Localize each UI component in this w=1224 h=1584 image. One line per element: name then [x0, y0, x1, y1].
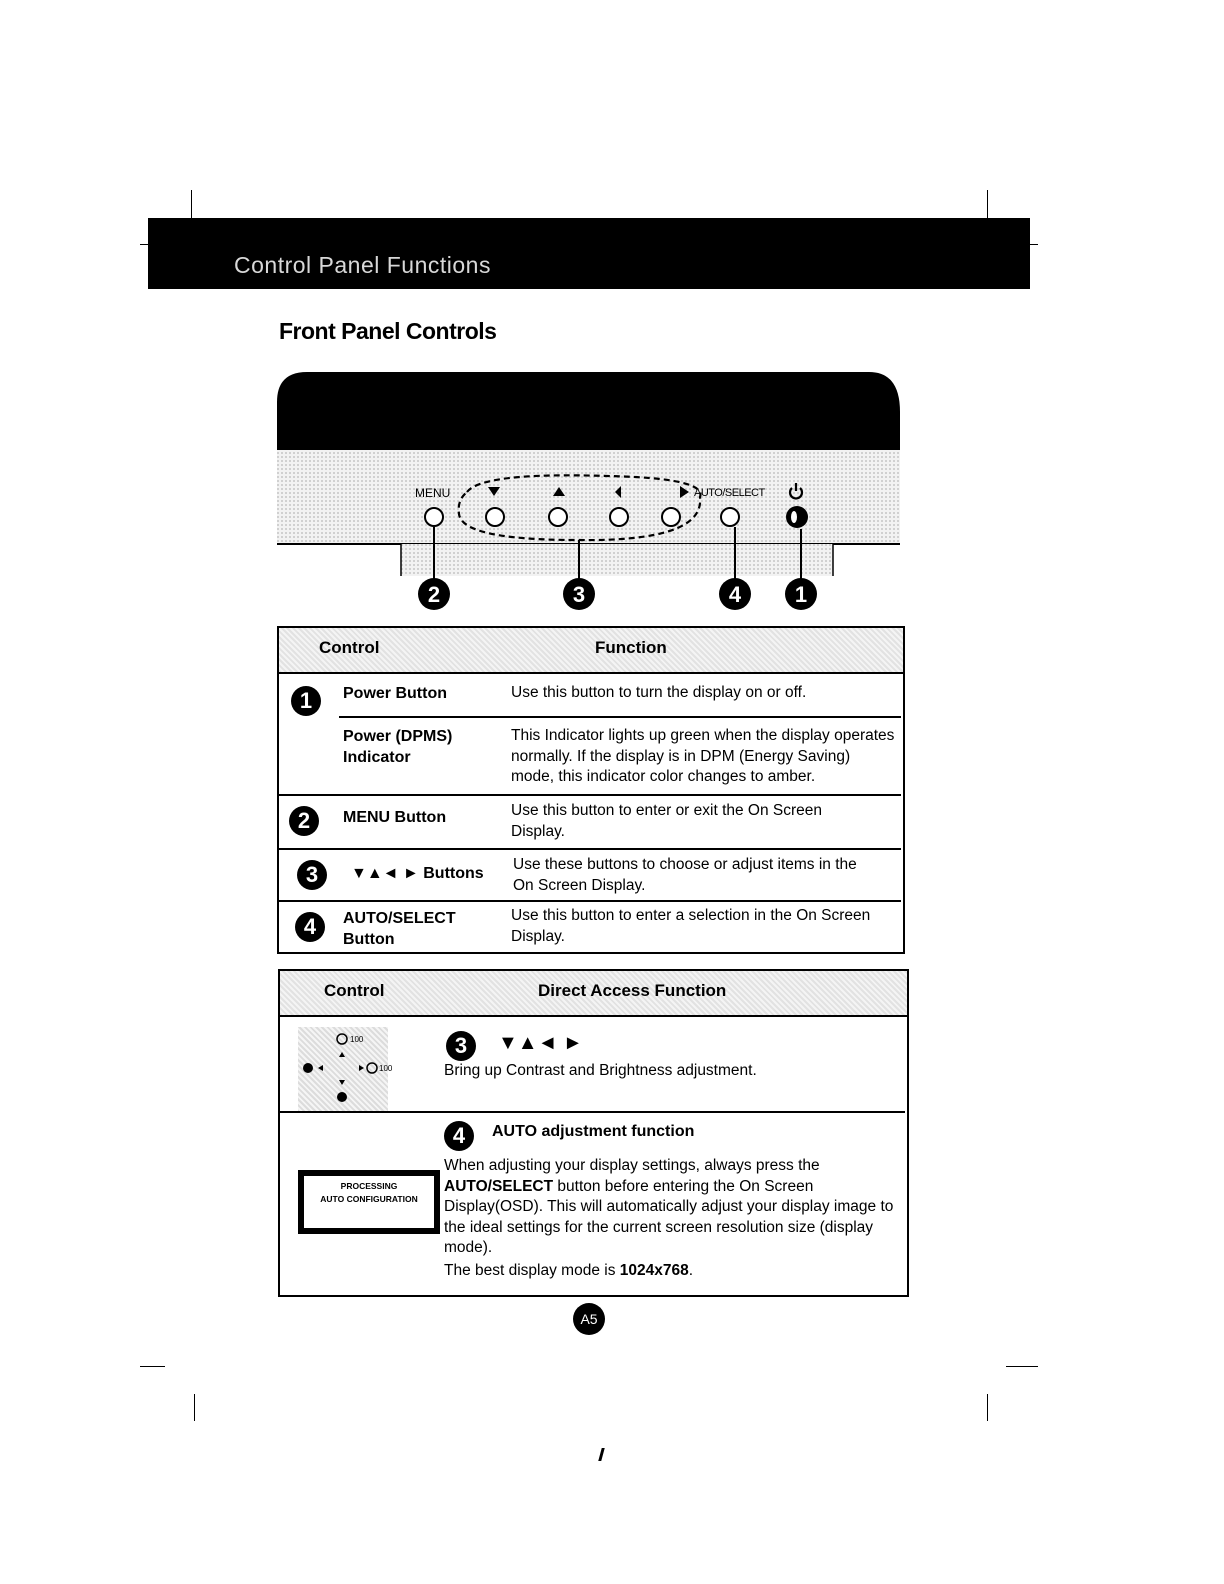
osd-processing-text: PROCESSING	[340, 1181, 398, 1191]
function-text: This Indicator lights up green when the display operates normally. If the display is in DPM (Energy Saving) mode, this indicator color changes to amber.	[511, 727, 895, 785]
auto-config-osd-image	[298, 1170, 440, 1234]
column-header-direct-access: Direct Access Function	[538, 981, 727, 1000]
best-mode-value: 1024x768	[619, 1262, 689, 1279]
crop-mark	[191, 190, 192, 218]
function-text: When adjusting your display settings, always press the AUTO/SELECT button before entering the On Screen Display(OSD). This will automatically adjust your display image to the ideal settings for the current screen resolution size (display mode).	[444, 1157, 894, 1256]
function-text: Bring up Contrast and Brightness adjustment.	[444, 1062, 757, 1079]
row-number-badge: 1	[291, 686, 321, 716]
front-panel-illustration	[277, 372, 905, 622]
callout-1: 1	[794, 582, 808, 607]
control-name: ▼▲◄ ► Buttons	[351, 865, 484, 882]
crop-mark	[140, 1366, 165, 1367]
function-text: Use this button to enter a selection in the On Screen Display.	[511, 907, 871, 945]
left-button	[610, 508, 628, 526]
contrast-icon	[367, 1063, 377, 1073]
direct-access-table	[278, 969, 909, 1297]
control-name: Power Button	[343, 685, 447, 702]
right-arrow-icon	[359, 1065, 364, 1071]
osd-auto-config-text: AUTO CONFIGURATION	[320, 1194, 418, 1204]
table-row	[279, 902, 903, 950]
callout-4: 4	[728, 582, 742, 607]
function-text: Use this button to turn the display on or off.	[511, 684, 807, 701]
left-arrow-icon	[318, 1065, 323, 1071]
column-header-control: Control	[324, 981, 385, 1000]
callout-3: 3	[572, 582, 586, 607]
crop-mark	[194, 1394, 195, 1421]
control-name: AUTO/SELECT Button	[343, 910, 456, 948]
brightness-icon	[337, 1034, 347, 1044]
function-text: Use this button to enter or exit the On Screen Display.	[511, 802, 823, 840]
osd-contrast-value: 100	[379, 1064, 393, 1073]
section-title: Front Panel Controls	[279, 318, 497, 344]
page-number: A5	[573, 1303, 605, 1335]
auto-select-emphasis: AUTO/SELECT	[444, 1177, 554, 1195]
best-mode-text: The best display mode is 1024x768.	[444, 1262, 694, 1279]
crop-mark	[1006, 1366, 1038, 1367]
menu-button	[425, 508, 443, 526]
function-title: AUTO adjustment function	[492, 1123, 695, 1140]
page-title: Control Panel Functions	[234, 252, 491, 278]
contrast-icon	[303, 1063, 313, 1073]
control-name: MENU Button	[343, 809, 447, 826]
table-header	[279, 628, 903, 674]
auto-select-button	[721, 508, 739, 526]
up-arrow-icon	[339, 1052, 345, 1057]
column-header-control: Control	[319, 638, 380, 657]
osd-brightness-value: 100	[350, 1035, 364, 1044]
table-row	[280, 1017, 907, 1111]
down-button	[486, 508, 504, 526]
brightness-icon	[337, 1092, 347, 1102]
panel-label-menu: MENU	[415, 486, 451, 500]
callout-2: 2	[427, 582, 441, 607]
panel-label-auto-select: AUTO/SELECT	[694, 487, 765, 499]
row-number-badge: 2	[289, 806, 319, 836]
arrow-keys-label: ▼▲◄ ►	[498, 1032, 583, 1054]
down-arrow-icon	[339, 1080, 345, 1085]
function-text: Use these buttons to choose or adjust items in the On Screen Display.	[513, 856, 857, 894]
control-strip	[277, 450, 900, 544]
right-button	[662, 508, 680, 526]
crop-mark	[1030, 244, 1038, 245]
up-button	[549, 508, 567, 526]
contrast-brightness-osd-image	[298, 1027, 393, 1112]
monitor-bezel-top	[277, 372, 900, 450]
row-number-badge: 3	[297, 860, 327, 890]
crop-mark	[140, 244, 148, 245]
table-row	[279, 796, 903, 848]
table-row	[279, 718, 903, 794]
row-number-badge: 3	[446, 1031, 476, 1061]
table-header	[280, 971, 907, 1017]
row-number-badge: 4	[295, 912, 325, 942]
control-name: Power (DPMS) Indicator	[343, 728, 453, 766]
table-row	[279, 850, 903, 900]
crop-mark	[987, 190, 988, 218]
crop-mark	[598, 1448, 604, 1461]
control-function-table	[277, 626, 905, 954]
row-number-badge: 4	[444, 1121, 474, 1151]
table-row	[280, 1113, 907, 1293]
table-row	[279, 674, 903, 716]
crop-mark	[987, 1394, 988, 1421]
column-header-function: Function	[595, 638, 667, 657]
